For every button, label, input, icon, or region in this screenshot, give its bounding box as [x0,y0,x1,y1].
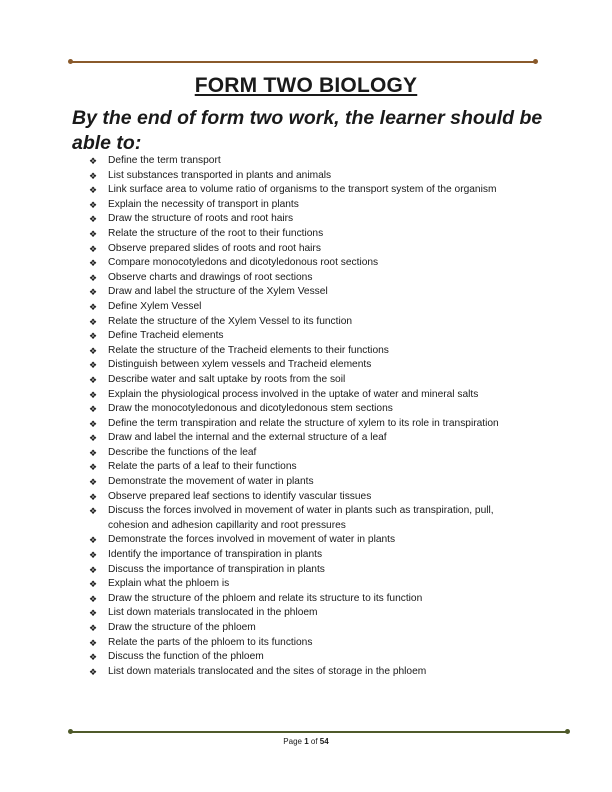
list-item [88,315,518,330]
diamond-bullet-icon: ❖ [89,623,98,633]
diamond-bullet-icon: ❖ [89,593,98,604]
objective-text: Describe water and salt uptake by roots from the soil [108,373,346,385]
objective-text: Draw the structure of the phloem [108,622,256,633]
rule-end-dot [68,729,73,734]
objective-text: Distinguish between xylem vessels and Tracheid elements [108,359,372,371]
section-heading: By the end of form two work, the learner should be able to: [72,107,543,154]
total-pages: 54 [319,737,329,746]
list-item [88,548,518,563]
objective-text: Discuss the forces involved in movement of water in plants such as transpiration, pull, cohesion and adhesion capillarity and root pressures [108,505,494,531]
list-item [88,650,518,665]
diamond-bullet-icon: ❖ [89,360,98,371]
objective-text: Observe prepared leaf sections to identify vascular tissues [108,490,372,502]
list-item [88,256,518,271]
objective-text: Draw the structure of roots and root hairs [108,213,294,225]
of-label: of [310,737,318,746]
diamond-bullet-icon: ❖ [89,447,98,458]
diamond-bullet-icon: ❖ [89,214,98,225]
list-item [88,169,518,184]
objective-text: Link surface area to volume ratio of organisms to the transport system of the organism [108,184,497,196]
objective-text: Relate the structure of the Tracheid elements to their functions [108,344,389,356]
objectives-list [88,154,518,679]
list-item [88,154,518,169]
objective-text: Relate the parts of the phloem to its functions [108,636,313,648]
list-item [88,490,518,505]
list-item [88,198,518,213]
list-item [88,271,518,286]
list-item [88,431,518,446]
objective-text: Observe charts and drawings of root sections [108,271,313,283]
objective-text: List down materials translocated and the sites of storage in the phloem [108,665,427,677]
diamond-bullet-icon: ❖ [89,433,98,444]
diamond-bullet-icon: ❖ [89,243,98,254]
objective-text: Observe prepared slides of roots and root hairs [108,242,321,254]
diamond-bullet-icon: ❖ [89,287,98,298]
list-item [88,242,518,257]
objective-text: Draw the monocotyledonous and dicotyledonous stem sections [108,403,393,415]
list-item [88,212,518,227]
objective-text: Identify the importance of transpiration in plants [108,549,323,561]
list-item [88,344,518,359]
list-item [88,504,518,533]
diamond-bullet-icon: ❖ [89,170,98,181]
list-item [88,460,518,475]
diamond-bullet-icon: ❖ [89,316,98,327]
objective-text: Define Tracheid elements [108,330,224,342]
list-item [88,417,518,432]
diamond-bullet-icon: ❖ [89,418,98,429]
diamond-bullet-icon: ❖ [89,477,98,488]
header-rule [70,61,536,63]
objective-text: List down materials translocated in the phloem [108,607,318,619]
diamond-bullet-icon: ❖ [89,666,98,677]
diamond-bullet-icon: ❖ [89,331,98,342]
diamond-bullet-icon: ❖ [89,491,98,502]
diamond-bullet-icon: ❖ [89,228,98,239]
diamond-bullet-icon: ❖ [89,185,98,196]
list-item [88,402,518,417]
page-number [0,737,612,746]
diamond-bullet-icon: ❖ [89,462,98,473]
objective-text: Define the term transport [108,155,221,166]
list-item [88,475,518,490]
objective-text: Explain the necessity of transport in plants [108,198,299,210]
list-item [88,636,518,651]
objective-text: Draw the structure of the phloem and relate its structure to its function [108,592,423,604]
footer-rule [70,731,568,733]
diamond-bullet-icon: ❖ [89,637,98,648]
objective-text: Demonstrate the movement of water in plants [108,476,314,488]
list-item [88,533,518,548]
list-item [88,665,518,680]
diamond-bullet-icon: ❖ [89,199,98,210]
objective-text: Draw and label the internal and the external structure of a leaf [108,432,387,444]
diamond-bullet-icon: ❖ [89,374,98,385]
diamond-bullet-icon: ❖ [89,258,98,269]
list-item [88,300,518,315]
list-item [88,388,518,403]
diamond-bullet-icon: ❖ [89,579,98,590]
list-item [88,227,518,242]
list-item [88,358,518,373]
diamond-bullet-icon: ❖ [89,389,98,400]
objective-text: Relate the structure of the Xylem Vessel to its function [108,315,353,327]
list-item [88,373,518,388]
list-item [88,285,518,300]
rule-end-dot [533,59,538,64]
list-item [88,606,518,621]
diamond-bullet-icon: ❖ [89,156,98,166]
objective-text: Relate the structure of the root to their functions [108,227,324,239]
objective-text: Discuss the function of the phloem [108,651,264,663]
objective-text: Draw and label the structure of the Xylem Vessel [108,286,328,298]
diamond-bullet-icon: ❖ [89,652,98,663]
objective-text: Demonstrate the forces involved in movement of water in plants [108,534,396,546]
list-item [88,563,518,578]
list-item [88,446,518,461]
list-item [88,329,518,344]
rule-end-dot [565,729,570,734]
rule-end-dot [68,59,73,64]
objective-text: Define the term transpiration and relate the structure of xylem to its role in transpiration [108,417,499,429]
diamond-bullet-icon: ❖ [89,564,98,575]
diamond-bullet-icon: ❖ [89,272,98,283]
objective-text: Discuss the importance of transpiration in plants [108,563,325,575]
list-item [88,592,518,607]
diamond-bullet-icon: ❖ [89,506,98,517]
objective-text: Describe the functions of the leaf [108,446,257,458]
diamond-bullet-icon: ❖ [89,535,98,546]
diamond-bullet-icon: ❖ [89,404,98,415]
page-label: Page [283,737,302,746]
current-page: 1 [304,737,309,746]
objective-text: Define Xylem Vessel [108,300,202,312]
list-item [88,621,518,636]
list-item [88,577,518,592]
objective-text: List substances transported in plants and animals [108,169,332,181]
objective-text: Compare monocotyledons and dicotyledonous root sections [108,257,379,269]
objective-text: Explain the physiological process involved in the uptake of water and mineral salts [108,388,479,400]
objective-text: Explain what the phloem is [108,578,230,590]
diamond-bullet-icon: ❖ [89,550,98,561]
diamond-bullet-icon: ❖ [89,608,98,619]
page-title: FORM TWO BIOLOGY [194,74,418,97]
list-item [88,183,518,198]
objective-text: Relate the parts of a leaf to their functions [108,461,297,473]
diamond-bullet-icon: ❖ [89,345,98,356]
diamond-bullet-icon: ❖ [89,301,98,312]
